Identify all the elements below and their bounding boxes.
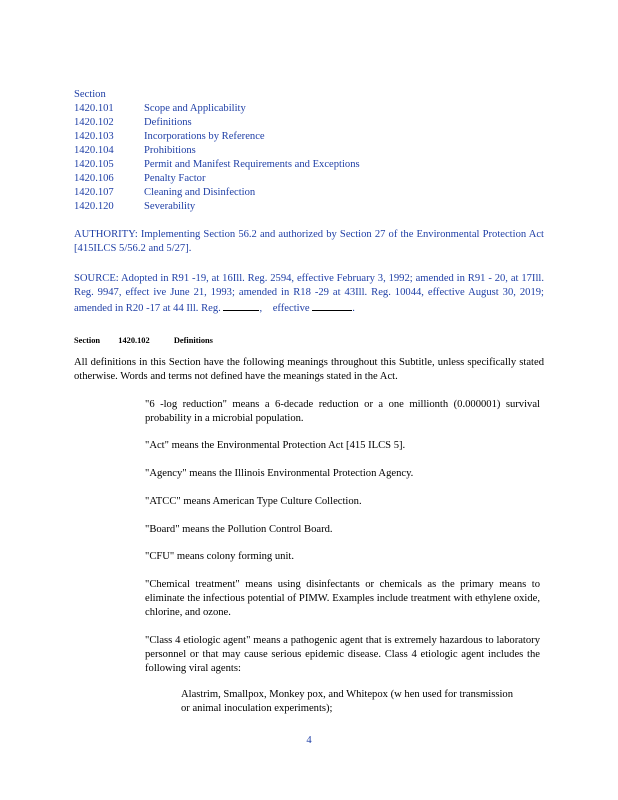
heading-section-label: Section xyxy=(74,336,101,345)
toc-section-title: Cleaning and Disinfection xyxy=(144,187,256,198)
toc-header: Section xyxy=(74,89,106,100)
toc-section-title: Scope and Applicability xyxy=(144,103,246,114)
definition-entry: "CFU" means colony forming unit. xyxy=(145,551,295,562)
toc-row xyxy=(74,158,554,172)
authority-note: AUTHORITY: Implementing Section 56.2 and authorized by Section 27 of the Environmental Protection Act [415ILCS 5/56.2 and 5/27]. xyxy=(74,229,544,254)
toc-section-title: Prohibitions xyxy=(144,145,196,156)
definition-entry: "ATCC" means American Type Culture Collection. xyxy=(145,496,362,507)
page-number: 4 xyxy=(306,735,312,746)
toc-section-number: 1420.102 xyxy=(74,117,114,128)
toc-row xyxy=(74,172,554,186)
definition-entry: "Board" means the Pollution Control Board. xyxy=(145,524,333,535)
source-note: SOURCE: Adopted in R91 -19, at 16Ill. Reg. 2594, effective February 3, 1992; amended in R91 - 20, at 17Ill. Reg. 9947, effect ive June 21, 1993; amended in R18 -29 at 43Ill. Reg. 10044, effective August 30, 2019; amended in R20 -17 at 44 Ill. Reg. , effective . xyxy=(74,273,544,314)
definition-entry: "6 -log reduction" means a 6-decade reduction or a one millionth (0.000001) survival probability in a microbial population. xyxy=(145,399,540,424)
definitions-intro: All definitions in this Section have the following meanings throughout this Subtitle, unless specifically stated otherwise. Words and terms not defined have the meanings stated in the Act. xyxy=(74,357,544,382)
definition-entry: "Agency" means the Illinois Environmental Protection Agency. xyxy=(145,468,414,479)
effective-label: effective xyxy=(272,303,310,314)
toc-section-title: Incorporations by Reference xyxy=(144,131,265,142)
section-heading xyxy=(74,334,213,348)
source-text: SOURCE: Adopted in R91 -19, at 16Ill. Reg. 2594, effective February 3, 1992; amended in R91 - 20, at 17Ill. Reg. 9947, effect ive June 21, 1993; amended in R18 -29 at 43Ill. Reg. 10044, effective August 30, 2019; amended in R20 -17 at 44 Ill. Reg. xyxy=(74,273,544,314)
heading-section-number: 1420.102 xyxy=(118,336,150,345)
reg-page-blank xyxy=(223,300,259,311)
definition-entry: "Chemical treatment" means using disinfectants or chemicals as the primary means to eliminate the infectious potential of PIMW. Examples include treatment with ethylene oxide, chlorine, and ozone. xyxy=(145,579,540,618)
toc-row xyxy=(74,130,554,144)
definition-entry: "Class 4 etiologic agent" means a pathogenic agent that is extremely hazardous to laboratory personnel or that may cause serious epidemic disease. Class 4 etiologic agent includes the following viral agents: xyxy=(145,635,540,674)
table-of-contents xyxy=(74,88,554,214)
toc-section-title: Definitions xyxy=(144,117,192,128)
definition-entry: "Act" means the Environmental Protection Act [415 ILCS 5]. xyxy=(145,440,406,451)
toc-section-number: 1420.103 xyxy=(74,131,114,142)
toc-section-number: 1420.120 xyxy=(74,201,114,212)
toc-section-number: 1420.106 xyxy=(74,173,114,184)
toc-row xyxy=(74,186,554,200)
toc-section-title: Permit and Manifest Requirements and Exceptions xyxy=(144,159,360,170)
toc-row xyxy=(74,116,554,130)
toc-section-number: 1420.101 xyxy=(74,103,114,114)
toc-section-title: Penalty Factor xyxy=(144,173,206,184)
definition-subitem: Alastrim, Smallpox, Monkey pox, and Whitepox (w hen used for transmission or animal inoculation experiments); xyxy=(181,689,513,714)
toc-section-number: 1420.105 xyxy=(74,159,114,170)
toc-section-number: 1420.104 xyxy=(74,145,114,156)
effective-date-blank xyxy=(312,300,352,311)
heading-section-title: Definitions xyxy=(173,336,213,345)
toc-section-number: 1420.107 xyxy=(74,187,114,198)
toc-row xyxy=(74,144,554,158)
toc-section-title: Severability xyxy=(144,201,196,212)
toc-row xyxy=(74,200,554,214)
toc-row xyxy=(74,102,554,116)
